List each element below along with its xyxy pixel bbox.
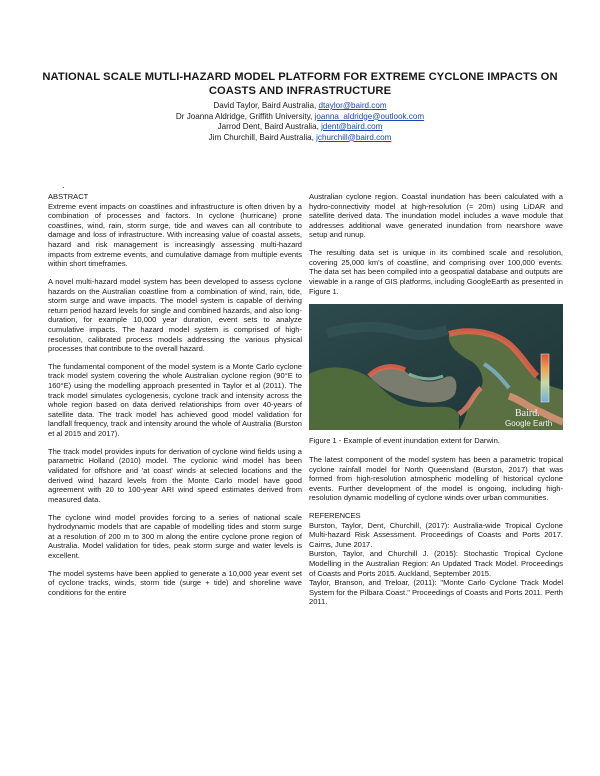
paper-title: NATIONAL SCALE MUTLI-HAZARD MODEL PLATFORM FOR EXTREME CYCLONE IMPACTS ON COASTS AND INFRASTRUCTURE: [42, 71, 558, 97]
paragraph: The track model provides inputs for derivation of cyclone wind fields using a parametric Holland (2010) model. The cyclonic wind model has been validated for offshore and 'at coast' winds at selected locations and the derived wind hazard levels from the Monte Carlo model have good agreement with 20 to 100-year ARI wind speed estimates derived from measured data.: [48, 446, 302, 504]
author-block: [0, 101, 600, 143]
abstract-heading: ABSTRACT: [48, 192, 89, 201]
author-affiliation: , Baird Australia,: [254, 132, 317, 142]
google-earth-watermark: Google Earth: [505, 419, 553, 429]
paragraph: Extreme event impacts on coastlines and infrastructure is often driven by a combination of processes and factors. In cyclone (hurricane) prone coastlines, wind, rain, storm surge, tide and waves can all contribute to damage and loss of infrastructure. With increasing value of coastal assets, hazard and risk management is increasingly assessing multi-hazard impacts from extreme events, and cumulative damage from multiple events within short timeframes.: [48, 201, 302, 269]
reference-item: Burston, Taylor, Dent, Churchill, (2017): Australia-wide Tropical Cyclone Multi-hazard Risk Assessment. Proceedings of Coasts and Ports 2017. Cairns, June 2017.: [309, 520, 563, 549]
author-name: Jarrod Dent: [217, 122, 260, 131]
figure-caption: Figure 1 - Example of event inundation extent for Darwin.: [309, 436, 500, 446]
author-affiliation: , Baird Australia,: [257, 101, 319, 110]
satellite-map-image: [309, 304, 563, 430]
author-name: Jim Churchill: [208, 132, 255, 142]
paragraph: The fundamental component of the model system is a Monte Carlo cyclone track model system covering the whole Australian cyclone region (90°E to 160°E) using the modelling approach presented in Taylor et al (2011). The track model simulates cyclogenesis, cyclone track and intensity across the whole region based on data derived relationships from over 40-years of satellite data. The track model has achieved good model validation for landfall frequency, track and intensity around the whole of Australia (Burston et al 2015 and 2017).: [48, 361, 302, 439]
references-heading: REFERENCES: [309, 511, 361, 521]
paragraph: The resulting data set is unique in its combined scale and resolution, covering 25,000 km's of coastline, and comprising over 100,000 events. The data set has been compiled into a geospatial database and outputs are viewable in a range of GIS platforms, including GoogleEarth as presented in Figure 1.: [309, 248, 563, 296]
author-affiliation: , Baird Australia,: [259, 122, 322, 131]
paragraph: The model systems have been applied to generate a 10,000 year event set of cyclone tracks, winds, storm tide (surge + tide) and shoreline wave conditions for the entire: [48, 568, 302, 597]
bullet-mark: .: [62, 180, 65, 190]
author-line: [0, 112, 600, 123]
author-name: Dr Joanna Aldridge: [175, 111, 245, 121]
author-line: [0, 133, 600, 144]
right-column: [309, 192, 563, 607]
paragraph: The latest component of the model system has been a parametric tropical cyclone rainfall model for North Queensland (Burston, 2017) that was formed from high-resolution atmospheric modelling of historical cyclone events. Further development of the model is ongoing, including high-resolution dynamic modelling of cyclone winds over urban communities.: [309, 454, 563, 503]
author-email-link[interactable]: jchurchill@baird.com: [316, 132, 392, 142]
baird-watermark: Baird.: [515, 408, 540, 420]
author-email-link[interactable]: jdent@baird.com: [321, 122, 383, 131]
figure-inundation-map: [309, 304, 563, 430]
reference-item: Burston, Taylor, and Churchill J. (2015): Stochastic Tropical Cyclone Modelling in the Australian Region: An Updated Track Model. Proceedings of Coasts and Ports 2015. Auckland, September 2015.: [309, 549, 563, 578]
reference-item: Taylor, Branson, and Treloar, (2011): "Monte Carlo Cyclone Track Model System for the Pilbara Coast." Proceedings of Coasts and Ports 2011. Perth 2011.: [309, 578, 563, 607]
left-column: [48, 192, 302, 606]
author-email-link[interactable]: dtaylor@baird.com: [318, 101, 387, 110]
paragraph: Australian cyclone region. Coastal inundation has been calculated with a hydro-connectivity model at high-resolution (≈ 20m) using LiDAR and satellite derived data. The inundation model includes a wave module that addresses additional wave generated inundation from nearshore wave setup and runup.: [309, 192, 563, 240]
author-line: [0, 101, 600, 112]
author-name: David Taylor: [213, 101, 258, 110]
paragraph: The cyclone wind model provides forcing to a series of national scale hydrodynamic models that are capable of modelling tides and storm surge at a resolution of 200 m to 300 m along the entire cyclone prone region of Australia. Model validation for tides, peak storm surge and water levels is excellent.: [48, 512, 302, 560]
author-affiliation: , Griffith University,: [244, 111, 315, 121]
author-email-link[interactable]: joanna_aldridge@outlook.com: [314, 111, 425, 121]
author-line: [0, 122, 600, 133]
paragraph: A novel multi-hazard model system has been developed to assess cyclone hazards on the Australian coastline from a combination of wind, rain, tide, storm surge and wave impacts. The model system is capable of deriving return period hazard levels for single and combined hazards, and also long-duration, for example 10,000 year duration, event sets to analyze cumulative impacts. The hazard model system is comprised of high-resolution, calibrated process models addressing the various physical processes that contribute to the overall hazard.: [48, 276, 302, 354]
